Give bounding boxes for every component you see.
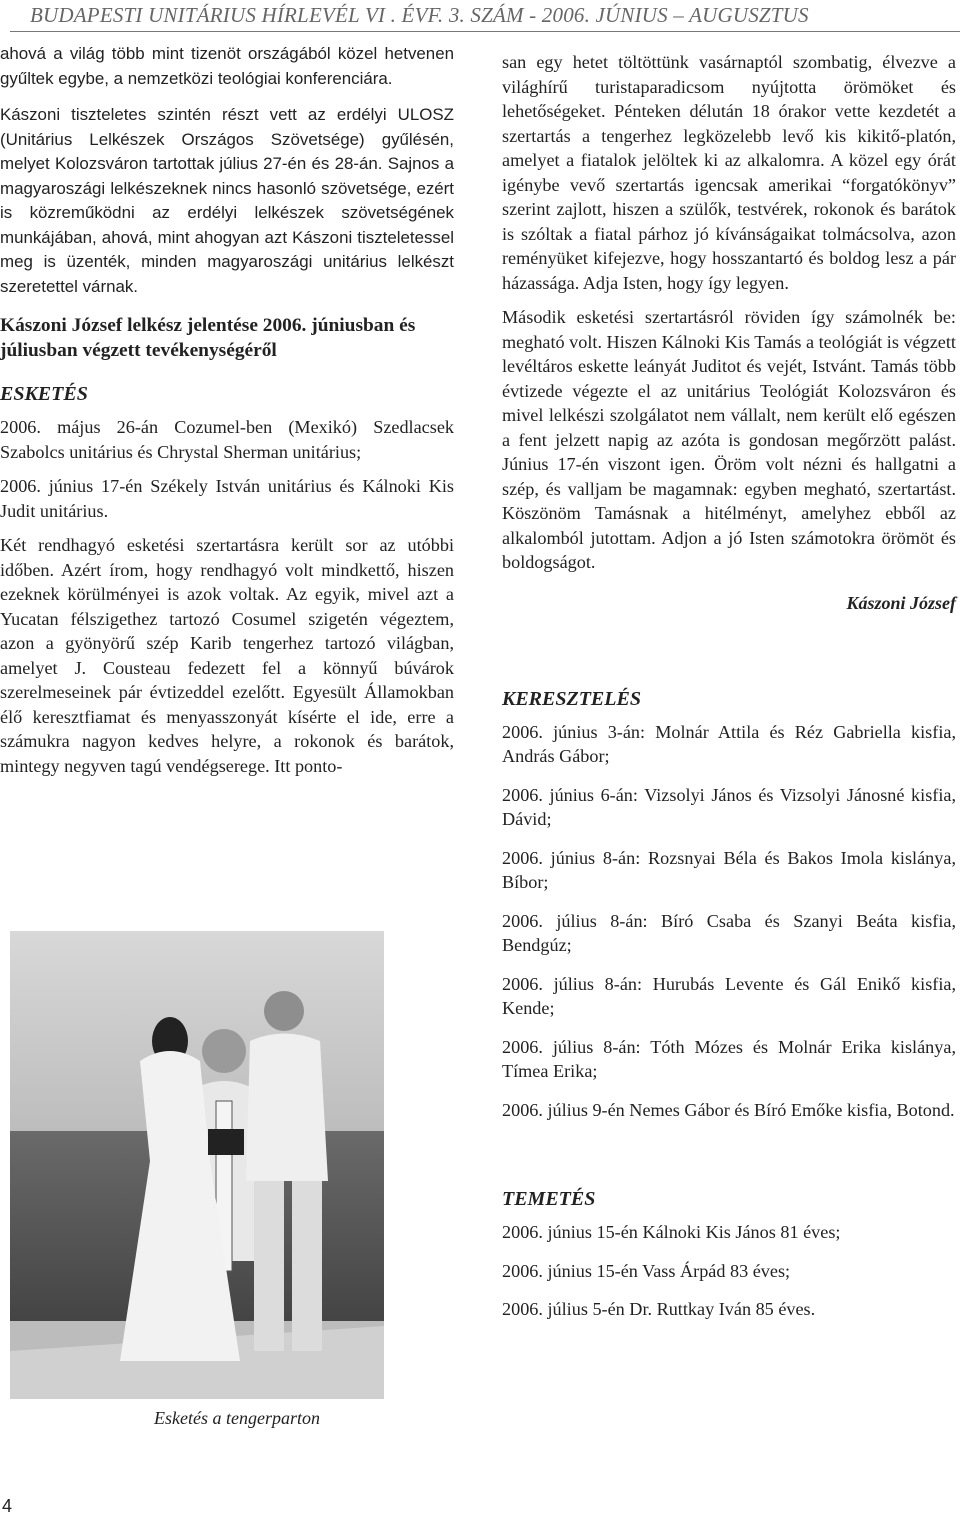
section-title-wedding: ESKETÉS (0, 383, 88, 405)
paragraph-ceremony-2: Második esketési szertartásról röviden így számolnék be: megható volt. Hiszen Kálnoki Kis Tamás a teológiát is végzett levéltáros eskette leányát Juditot és vejét, Istvánt. Tamás több évtizede végezte el az unitárius Teológiát Kolozsváron és mivel lelkészi szolgálatot nem vállalt, nem került elő egészen a fent jelzett napig az azóta is gondosan megőrzött palást. Június 17-én viszont igen. Öröm volt nézni és hallgatni a szép, és valljam be magamnak: egyben megható, szertartást. Köszönöm Tamásnak a hitélményt, amelyhez ebből az alkalomból jutottam. Adjon a jó Isten számotokra örömöt és boldogságot. (502, 307, 956, 572)
paragraph-ulosz: Kászoni tiszteletes szintén részt vett az erdélyi ULOSZ (Unitárius Lelkészek Országos Szövetsége) gyűlésén, melyet Kolozsváron tartottak július 27-én és 28-án. Sajnos a magyaroszági lelkészeknek nincs hasonló szövetsége, ezért is közreműködni az erdélyi lelkészek szövetségének munkájában, ahová, mint ahogyan azt Kászoni tiszteletessel meg is üzenték, minden magyaroszági unitárius lelkészt szeretettel várnak. (0, 105, 454, 296)
page-number: 4 (2, 1496, 13, 1516)
header-rule (10, 31, 960, 32)
wedding-entry-1: 2006. május 26-án Cozumel-ben (Mexikó) Szedlacsek Szabolcs unitárius és Chrystal Sherman unitárius; (0, 417, 454, 462)
list-item: 2006. június 15-én Vass Árpád 83 éves; (502, 1260, 791, 1281)
list-item: 2006. július 8-án: Hurubás Levente és Gál Enikő kisfia, Kende; (502, 973, 956, 1018)
wedding-story: Két rendhagyó esketési szertartásra került sor az utóbbi időben. Azért írom, hogy rendhagyó volt mindkettő, hiszen ezeknek körülményei is azok voltak. Az egyik, mivel azt a Yucatan félszigethez tartozó Cosumel szigetén végeztem, azon a gyönyörű szép Karib tengerhez tartozó világban, amelyet J. Cousteau fedezett fel a könnyű búvárok szerelmeseinek pár évtizeddel ezelőtt. Egyesült Államokban élő keresztfiamat és menyasszonyát kísérte el ide, erre a számukra nagyon kedves helyre, a rokonok és barátok, mintegy negyven tagú vendégserege. Itt ponto- (0, 535, 454, 776)
paragraph-ceremony-1: san egy hetet töltöttünk vasárnaptól szombatig, élvezve a világhírű turistaparadicsom nyújtotta örömöket és lehetőségeket. Pénteken délután 18 órakor vette kezdetét a szertartás a tengerhez legközelebb levő kis kikitő-platón, amelyet a fiatalok jelöltek ki az alkalomra. A közel egy órát igénybe vevő szertartás igencsak amerikai “forgatókönyv” szerint zajlott, hiszen a szülők, testvérek, rokonok és barátok is szóltak a fiatal párhoz jó kívánságaikat tolmácsolva, azon reményüket kifejezve, hogy hosszantartó és boldog lesz a pár házassága. Adja Isten, hogy így legyen. (502, 52, 956, 293)
list-item: 2006. július 9-én Nemes Gábor és Bíró Emőke kisfia, Botond. (502, 1099, 955, 1120)
report-heading: Kászoni József lelkész jelentése 2006. júniusban és júliusban végzett tevékenységéről (0, 315, 416, 361)
photo-caption: Esketés a tengerparton (154, 1408, 320, 1428)
list-item: 2006. június 3-án: Molnár Attila és Réz Gabriella kisfia, András Gábor; (502, 721, 956, 766)
list-item: 2006. június 15-én Kálnoki Kis János 81 éves; (502, 1222, 841, 1242)
right-column (502, 50, 956, 1336)
wedding-photo-image (10, 931, 384, 1399)
header-title: BUDAPESTI UNITÁRIUS HÍRLEVÉL VI . ÉVF. 3. SZÁM - 2006. JÚNIUS – AUGUSZTUS (30, 3, 809, 27)
funeral-list (502, 1220, 956, 1322)
list-item: 2006. július 8-án: Tóth Mózes és Molnár Erika kislánya, Tímea Erika; (502, 1036, 956, 1081)
running-header (0, 0, 960, 30)
list-item: 2006. június 8-án: Rozsnyai Béla és Bakos Imola kislánya, Bíbor; (502, 847, 956, 892)
section-title-baptism: KERESZTELÉS (502, 687, 641, 710)
signature: Kászoni József (846, 592, 956, 613)
wedding-photo (10, 931, 384, 1399)
list-item: 2006. július 5-én Dr. Ruttkay Iván 85 éves. (502, 1299, 816, 1319)
paragraph-conference: ahová a világ több mint tizenöt országából közel hetvenen gyűltek egybe, a nemzetközi teológiai konferenciára. (0, 44, 454, 88)
wedding-entry-2: 2006. június 17-én Székely István unitárius és Kálnoki Kis Judit unitárius. (0, 476, 454, 521)
section-title-funeral: TEMETÉS (502, 1188, 596, 1210)
left-column (0, 42, 454, 788)
baptism-list (502, 720, 956, 1123)
list-item: 2006. június 6-án: Vizsolyi János és Vizsolyi Jánosné kisfia, Dávid; (502, 784, 956, 829)
list-item: 2006. július 8-án: Bíró Csaba és Szanyi Beáta kisfia, Bendgúz; (502, 910, 956, 955)
